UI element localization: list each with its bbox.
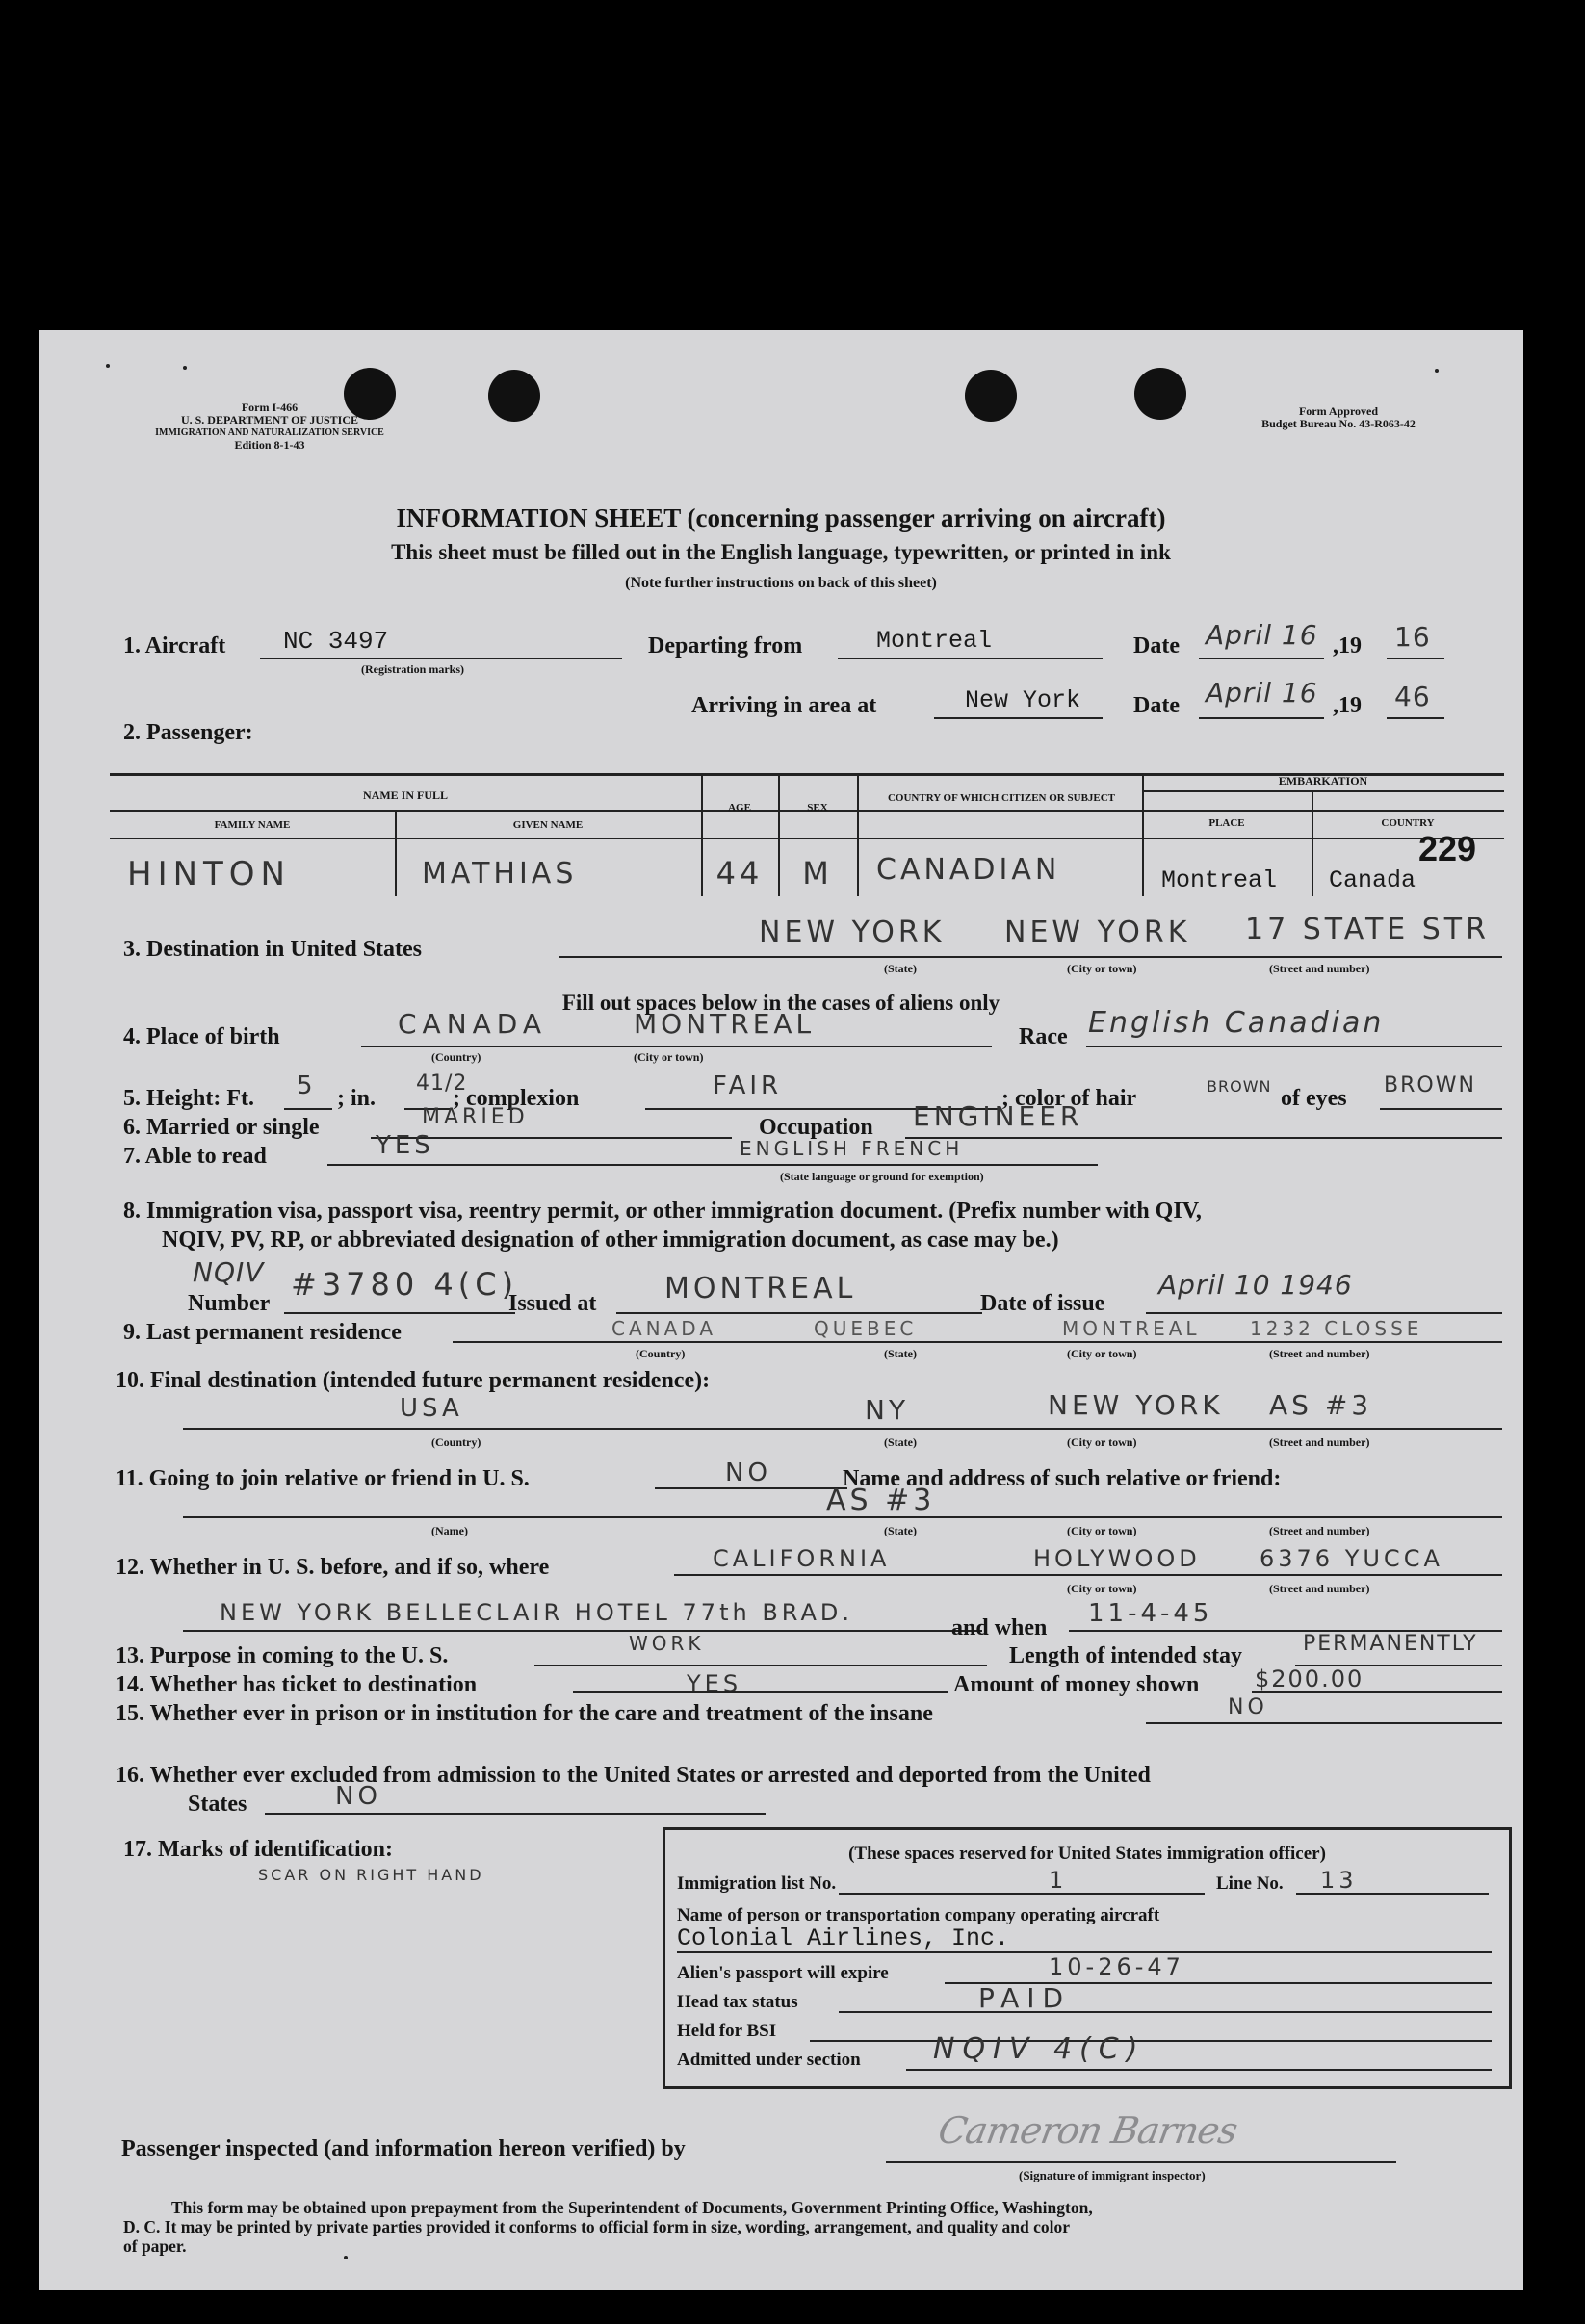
speck xyxy=(1435,369,1439,373)
read-caption: (State language or ground for exemption) xyxy=(780,1170,984,1183)
race-value: English Canadian xyxy=(1088,1006,1385,1040)
form-title: INFORMATION SHEET (concerning passenger arriving on aircraft) xyxy=(396,504,1166,532)
arr-year-prefix: ,19 xyxy=(1333,693,1362,718)
height-ft-label: 5. Height: Ft. xyxy=(123,1086,254,1111)
dest-city-value: NEW YORK xyxy=(1004,916,1191,949)
dest-state-caption: (State) xyxy=(884,962,917,975)
res-state-caption: (State) xyxy=(884,1347,917,1360)
destination-label: 3. Destination in United States xyxy=(123,937,423,962)
inspector-signature: Cameron Barnes xyxy=(935,2109,1240,2152)
marks-value: SCAR ON RIGHT HAND xyxy=(258,1866,484,1884)
punch-hole xyxy=(965,370,1017,422)
dep-date-label: Date xyxy=(1133,633,1180,658)
read-language-value: ENGLISH FRENCH xyxy=(740,1137,964,1160)
before-state-value: CALIFORNIA xyxy=(713,1545,891,1572)
read-label: 7. Able to read xyxy=(123,1144,267,1169)
citizen-value: CANADIAN xyxy=(876,853,1061,887)
departing-value: Montreal xyxy=(876,627,993,655)
fd-street-value: AS #3 xyxy=(1269,1389,1373,1421)
emb-country-value: Canada xyxy=(1329,866,1416,894)
given-name-value: MATHIAS xyxy=(422,857,578,891)
officer-box xyxy=(663,1827,1512,2089)
line-no-label: Line No. xyxy=(1216,1873,1284,1894)
edition: Edition 8-1-43 xyxy=(234,438,305,452)
speck xyxy=(183,366,187,370)
res-street-value: 1232 CLOSSE xyxy=(1250,1317,1423,1340)
passport-label: Alien's passport will expire xyxy=(677,1963,889,1983)
page-number: 229 xyxy=(1418,829,1477,868)
join-label: 11. Going to join relative or friend in U. S. xyxy=(116,1466,530,1491)
marks-label: 17. Marks of identification: xyxy=(123,1837,393,1862)
dep-year-prefix: ,19 xyxy=(1333,633,1362,658)
hair-value: BROWN xyxy=(1207,1077,1272,1096)
eyes-label: of eyes xyxy=(1281,1086,1347,1111)
dep-year-prefix-text: 19 xyxy=(1338,633,1362,658)
purpose-value: WORK xyxy=(629,1632,705,1655)
punch-hole xyxy=(1134,368,1186,420)
footer-line-1-text: This form may be obtained upon prepayment from the Superintendent of Documents, Government Printing Office, Washington, xyxy=(171,2198,1093,2217)
before-label: 12. Whether in U. S. before, and if so, where xyxy=(116,1555,550,1580)
before-line2-value: NEW YORK BELLECLAIR HOTEL 77th BRAD. xyxy=(220,1599,854,1626)
doc-number-label: Number xyxy=(188,1291,271,1316)
occupation-value: ENGINEER xyxy=(913,1100,1083,1132)
fd-country-caption: (Country) xyxy=(431,1435,481,1449)
sex-header: SEX xyxy=(807,802,828,813)
issue-date-value: April 10 1946 xyxy=(1158,1269,1353,1301)
height-in-value: 41/2 xyxy=(416,1072,468,1096)
issue-date-label: Date of issue xyxy=(980,1291,1105,1316)
prison-label: 15. Whether ever in prison or in institution for the care and treatment of the insane xyxy=(116,1701,933,1726)
dest-street-caption: (Street and number) xyxy=(1269,962,1370,975)
dep-year-value: 16 xyxy=(1394,621,1431,653)
arr-year-value: 46 xyxy=(1394,681,1431,712)
department: U. S. DEPARTMENT OF JUSTICE xyxy=(180,413,359,426)
signature-caption: (Signature of immigrant inspector) xyxy=(1019,2168,1206,2182)
occupation-label: Occupation xyxy=(759,1115,873,1140)
birth-country-value: CANADA xyxy=(398,1008,548,1040)
res-city-value: MONTREAL xyxy=(1062,1317,1201,1340)
dep-date-value: April 16 xyxy=(1206,619,1318,651)
punch-hole xyxy=(488,370,540,422)
hair-label: ; color of hair xyxy=(1001,1086,1137,1111)
res-country-value: CANADA xyxy=(611,1317,717,1340)
document-label-2: NQIV, PV, RP, or abbreviated designation of other immigration document, as case may be.) xyxy=(162,1227,1059,1252)
headtax-label: Head tax status xyxy=(677,1992,798,2012)
aircraft-value: NC 3497 xyxy=(283,627,389,656)
join-street-caption: (Street and number) xyxy=(1269,1524,1370,1537)
officer-box-heading: (These spaces reserved for United States immigration officer) xyxy=(848,1844,1326,1864)
join-name-caption: (Name) xyxy=(431,1524,468,1537)
form-approved: Form Approved xyxy=(1298,404,1379,418)
form-header-right xyxy=(1213,405,1464,430)
join-state-caption: (State) xyxy=(884,1524,917,1537)
arriving-value: New York xyxy=(965,686,1081,714)
headtax-value: PAID xyxy=(978,1982,1072,2014)
and-when-label: and when xyxy=(951,1615,1048,1640)
arr-date-value: April 16 xyxy=(1206,677,1318,709)
family-name-value: HINTON xyxy=(127,855,291,893)
form-number: Form I-466 xyxy=(241,400,299,414)
citizen-header: COUNTRY OF WHICH CITIZEN OR SUBJECT xyxy=(887,792,1116,804)
doc-number-value: #3780 4(C) xyxy=(291,1266,519,1303)
list-no-label: Immigration list No. xyxy=(677,1873,837,1894)
emb-place-value: Montreal xyxy=(1161,866,1278,894)
fd-city-value: NEW YORK xyxy=(1048,1389,1224,1421)
budget-bureau: Budget Bureau No. 43-R063-42 xyxy=(1261,417,1416,430)
height-ft-value: 5 xyxy=(297,1072,317,1100)
complexion-label: ; complexion xyxy=(453,1086,580,1111)
admitted-value: NQIV 4(C) xyxy=(933,2032,1146,2066)
given-name-header: GIVEN NAME xyxy=(512,819,584,831)
aliens-only-heading: Fill out spaces below in the cases of aliens only xyxy=(561,991,1000,1015)
family-name-header: FAMILY NAME xyxy=(214,819,291,831)
departing-label: Departing from xyxy=(648,633,803,658)
birth-country-caption: (Country) xyxy=(431,1050,481,1064)
service: IMMIGRATION AND NATURALIZATION SERVICE xyxy=(155,427,384,438)
footer-line-1 xyxy=(123,2198,1093,2218)
birth-label: 4. Place of birth xyxy=(123,1024,280,1049)
join-city-caption: (City or town) xyxy=(1067,1524,1137,1537)
dest-street-value: 17 STATE STR xyxy=(1245,913,1490,946)
excluded-label: 16. Whether ever excluded from admission to the United States or arrested and deported from the United xyxy=(116,1763,1151,1788)
before-city-value: HOLYWOOD xyxy=(1033,1545,1201,1572)
res-country-caption: (Country) xyxy=(636,1347,686,1360)
operator-value: Colonial Airlines, Inc. xyxy=(677,1924,1010,1952)
form-subtitle: This sheet must be filled out in the English language, typewritten, or printed in ink xyxy=(391,540,1171,564)
operator-label: Name of person or transportation company operating aircraft xyxy=(677,1905,1160,1925)
registration-caption: (Registration marks) xyxy=(361,662,464,676)
arriving-label: Arriving in area at xyxy=(691,693,877,718)
speck xyxy=(106,364,110,368)
arr-date-label: Date xyxy=(1133,693,1180,718)
money-label: Amount of money shown xyxy=(953,1672,1200,1697)
doc-prefix-value: NQIV xyxy=(193,1256,265,1288)
form-header-left xyxy=(87,401,453,452)
before-street-value: 6376 YUCCA xyxy=(1260,1545,1443,1572)
read-value: YES xyxy=(376,1131,434,1160)
issued-at-value: MONTREAL xyxy=(664,1272,857,1305)
fd-state-value: NY xyxy=(865,1394,910,1426)
married-value: MARIED xyxy=(422,1105,529,1129)
country-header: COUNTRY xyxy=(1381,817,1435,829)
bsi-label: Held for BSI xyxy=(677,2021,777,2041)
line-no-value: 13 xyxy=(1320,1867,1358,1894)
prison-value: NO xyxy=(1228,1695,1268,1719)
stay-label: Length of intended stay xyxy=(1009,1643,1243,1668)
age-header: AGE xyxy=(728,802,751,813)
join-detail-value: AS #3 xyxy=(826,1484,936,1517)
fd-street-caption: (Street and number) xyxy=(1269,1435,1370,1449)
fd-country-value: USA xyxy=(400,1394,463,1423)
eyes-value: BROWN xyxy=(1384,1073,1476,1097)
stay-value: PERMANENTLY xyxy=(1303,1632,1478,1656)
age-value: 44 xyxy=(715,855,764,891)
footer-line-3: of paper. xyxy=(123,2236,187,2256)
residence-label: 9. Last permanent residence xyxy=(123,1320,402,1345)
list-no-value: 1 xyxy=(1049,1867,1068,1894)
inspected-label: Passenger inspected (and information hereon verified) by xyxy=(121,2136,686,2161)
form-sheet xyxy=(39,330,1523,2290)
footer-line-2: D. C. It may be printed by private parties provided it conforms to official form in size, wording, arrangement, and quality and color xyxy=(123,2217,1071,2236)
issued-at-label: Issued at xyxy=(508,1291,597,1316)
passport-value: 10-26-47 xyxy=(1049,1953,1184,1980)
when-value: 11-4-45 xyxy=(1088,1599,1213,1628)
name-address-label: Name and address of such relative or friend: xyxy=(843,1466,1282,1491)
place-header: PLACE xyxy=(1208,817,1245,829)
embarkation-header: EMBARKATION xyxy=(1278,774,1368,788)
final-destination-label: 10. Final destination (intended future permanent residence): xyxy=(116,1368,711,1393)
join-value: NO xyxy=(725,1459,771,1487)
fd-city-caption: (City or town) xyxy=(1067,1435,1137,1449)
race-label: Race xyxy=(1019,1024,1068,1049)
aircraft-label: 1. Aircraft xyxy=(123,633,226,658)
ticket-label: 14. Whether has ticket to destination xyxy=(116,1672,478,1697)
complexion-value: FAIR xyxy=(713,1072,783,1100)
admitted-label: Admitted under section xyxy=(677,2050,861,2070)
sex-value: M xyxy=(802,855,833,891)
birth-city-caption: (City or town) xyxy=(634,1050,704,1064)
res-street-caption: (Street and number) xyxy=(1269,1347,1370,1360)
ticket-value: YES xyxy=(687,1670,742,1697)
dest-city-caption: (City or town) xyxy=(1067,962,1137,975)
dest-state-value: NEW YORK xyxy=(759,916,946,949)
document-label: 8. Immigration visa, passport visa, reentry permit, or other immigration document. (Prefix number with QIV, xyxy=(123,1199,1202,1224)
fd-state-caption: (State) xyxy=(884,1435,917,1449)
res-city-caption: (City or town) xyxy=(1067,1347,1137,1360)
speck xyxy=(344,2256,348,2259)
passenger-label: 2. Passenger: xyxy=(123,720,253,745)
before-city-caption: (City or town) xyxy=(1067,1582,1137,1595)
purpose-label: 13. Purpose in coming to the U. S. xyxy=(116,1643,449,1668)
arr-year-prefix-text: 19 xyxy=(1338,693,1362,718)
res-state-value: QUEBEC xyxy=(814,1317,918,1340)
height-in-label: ; in. xyxy=(337,1086,377,1111)
form-note: (Note further instructions on back of this sheet) xyxy=(625,575,937,591)
name-in-full-header: NAME IN FULL xyxy=(362,788,448,802)
birth-city-value: MONTREAL xyxy=(634,1008,816,1040)
before-street-caption: (Street and number) xyxy=(1269,1582,1370,1595)
excluded-value: NO xyxy=(335,1782,381,1811)
money-value: $200.00 xyxy=(1255,1666,1364,1692)
married-label: 6. Married or single xyxy=(123,1115,320,1140)
excluded-label-2: States xyxy=(188,1792,247,1817)
